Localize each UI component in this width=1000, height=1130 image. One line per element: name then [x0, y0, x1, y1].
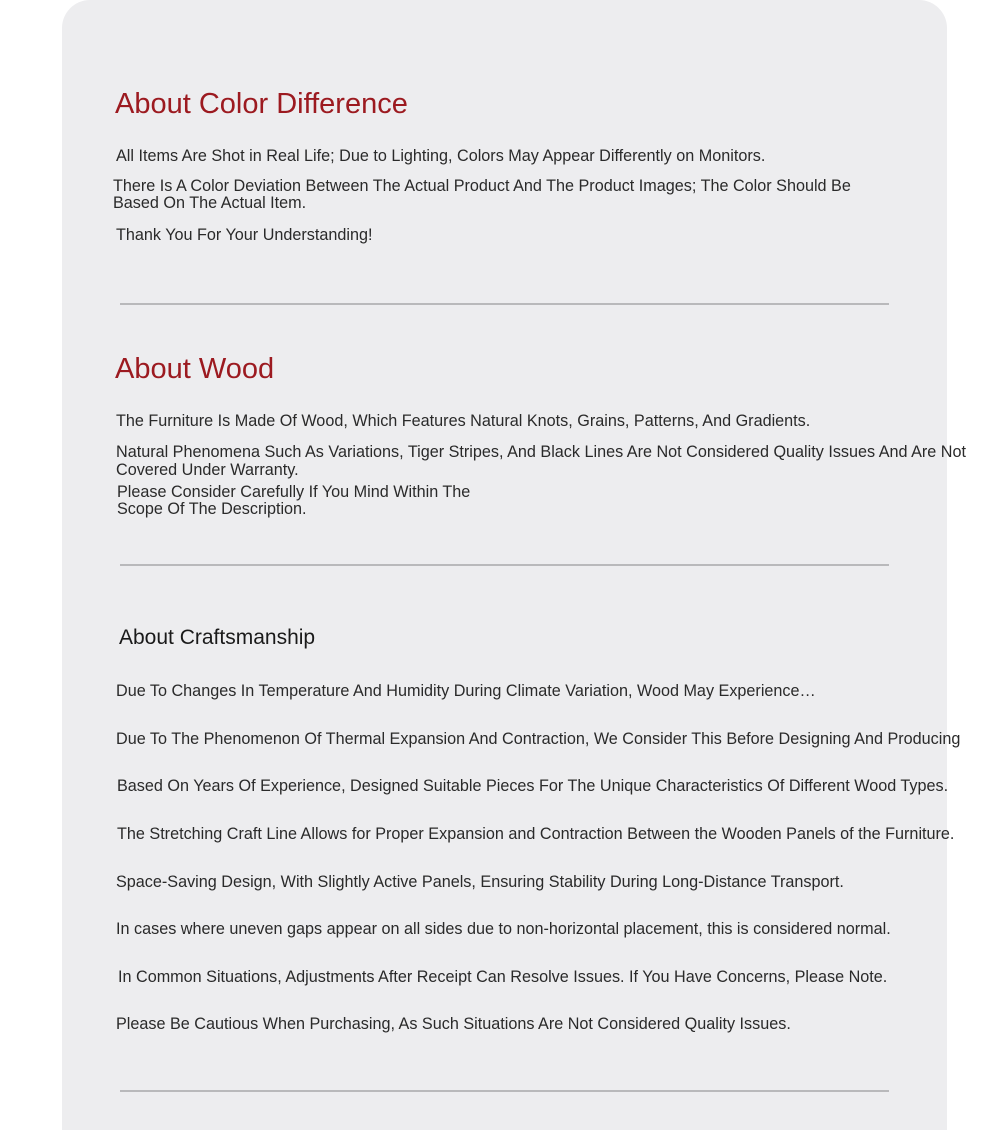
section-divider: [120, 1090, 889, 1092]
wood-note-natural: The Furniture Is Made Of Wood, Which Features Natural Knots, Grains, Patterns, And Gradients.: [116, 412, 811, 430]
wood-note-phenomena-cont: Covered Under Warranty.: [116, 461, 299, 479]
craft-note-experience: Based On Years Of Experience, Designed Suitable Pieces For The Unique Characteristics Of Different Wood Types.: [117, 777, 949, 795]
color-note-lighting: All Items Are Shot in Real Life; Due to Lighting, Colors May Appear Differently on Monitors.: [116, 147, 766, 165]
craft-note-climate: Due To Changes In Temperature And Humidity During Climate Variation, Wood May Experience…: [116, 682, 816, 700]
wood-note-phenomena: Natural Phenomena Such As Variations, Tiger Stripes, And Black Lines Are Not Considered Quality Issues And Are Not: [116, 443, 966, 461]
craft-note-thermal: Due To The Phenomenon Of Thermal Expansion And Contraction, We Consider This Before Designing And Producing: [116, 730, 961, 748]
craft-note-uneven-gaps: In cases where uneven gaps appear on all sides due to non-horizontal placement, this is considered normal.: [116, 920, 891, 938]
craft-note-space-saving: Space-Saving Design, With Slightly Active Panels, Ensuring Stability During Long-Distance Transport.: [116, 873, 844, 891]
craft-note-stretching: The Stretching Craft Line Allows for Proper Expansion and Contraction Between the Wooden Panels of the Furniture.: [117, 825, 955, 843]
wood-title: About Wood: [115, 353, 275, 385]
craft-note-caution: Please Be Cautious When Purchasing, As Such Situations Are Not Considered Quality Issues.: [116, 1015, 791, 1033]
color-difference-title: About Color Difference: [115, 88, 408, 120]
craft-note-adjustments: In Common Situations, Adjustments After Receipt Can Resolve Issues. If You Have Concerns, Please Note.: [118, 968, 888, 986]
section-divider: [120, 303, 889, 305]
color-note-deviation: There Is A Color Deviation Between The Actual Product And The Product Images; The Color Should Be: [113, 177, 851, 195]
color-note-thanks: Thank You For Your Understanding!: [116, 226, 373, 244]
section-divider: [120, 564, 889, 566]
wood-note-consider: Please Consider Carefully If You Mind Within The: [117, 483, 471, 501]
color-note-deviation-cont: Based On The Actual Item.: [113, 194, 307, 212]
craftsmanship-title: About Craftsmanship: [119, 626, 316, 649]
wood-note-consider-cont: Scope Of The Description.: [117, 500, 307, 518]
